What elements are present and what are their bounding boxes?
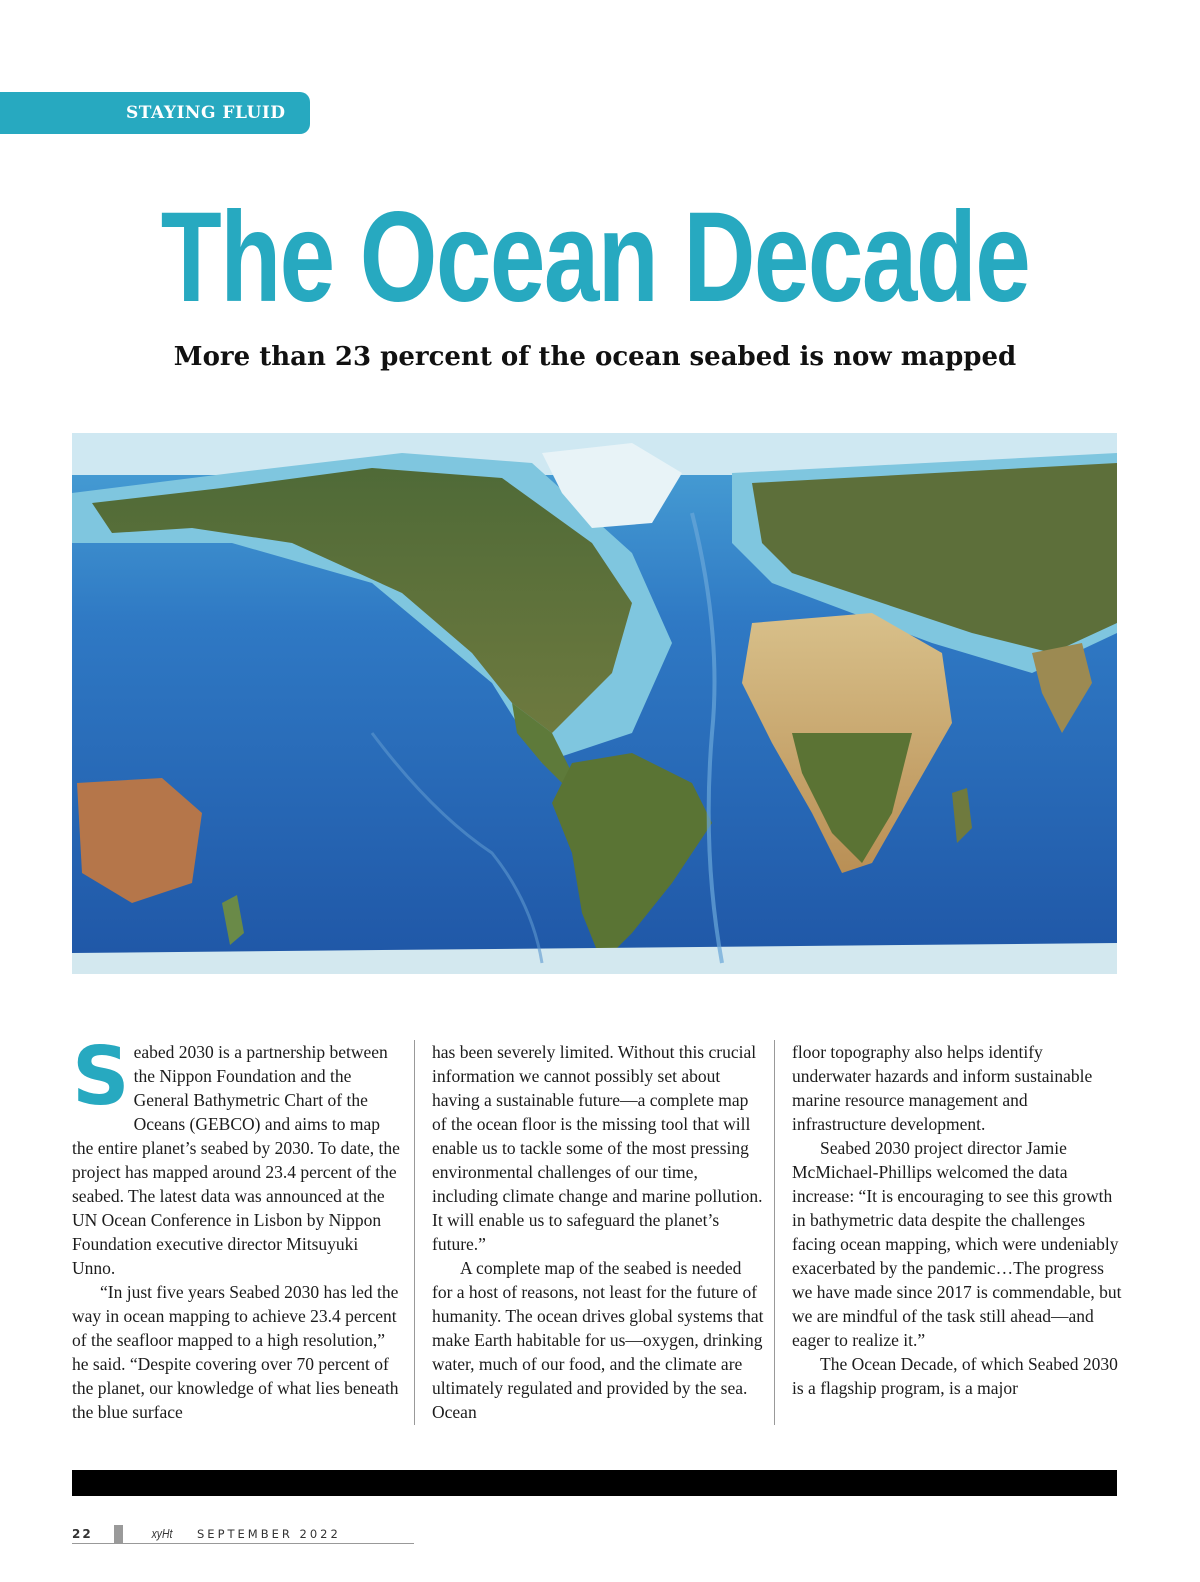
column-divider	[414, 1040, 415, 1425]
paragraph: The Ocean Decade, of which Seabed 2030 is a flagship program, is a major	[792, 1354, 1118, 1398]
paragraph: “In just five years Seabed 2030 has led the way in ocean mapping to achieve 23.4 percent of the seafloor mapped to a high resolution,” he said. “Despite covering over 70 percent of the planet, our knowledge of what lies beneath the blue surface	[72, 1282, 399, 1422]
section-label: STAYING FLUID	[0, 92, 310, 134]
folio-square-icon	[114, 1525, 123, 1543]
issue-date: SEPTEMBER 2022	[197, 1526, 341, 1541]
article-column-2	[432, 1040, 764, 1425]
footer-bar	[72, 1470, 1117, 1496]
paragraph: has been severely limited. Without this crucial information we cannot possibly set about having a sustainable future—a complete map of the ocean floor is the missing tool that will enable us to tackle some of the most pressing environmental challenges of our time, including climate change and marine pollution. It will enable us to safeguard the planet’s future.”	[432, 1042, 763, 1254]
column-divider	[774, 1040, 775, 1425]
article-title: The Ocean Decade	[160, 186, 1030, 329]
article-column-1	[72, 1030, 404, 1425]
paragraph: floor topography also helps identify underwater hazards and inform sustainable marine resource management and infrastructure development.	[792, 1042, 1093, 1134]
world-bathymetric-map	[72, 433, 1117, 974]
drop-cap: S	[72, 1030, 130, 1123]
article-subtitle: More than 23 percent of the ocean seabed is now mapped	[173, 342, 1017, 372]
paragraph: A complete map of the seabed is needed for a host of reasons, not least for the future of humanity. The ocean drives global systems that make Earth habitable for us—oxygen, drinking water, much of our food, and the climate are ultimately regulated and provided by the sea. Ocean	[432, 1258, 764, 1422]
page-number: 22	[72, 1526, 93, 1541]
publication-name: xyHt	[151, 1526, 173, 1541]
paragraph: Seabed 2030 project director Jamie McMichael-Phillips welcomed the data increase: “It is encouraging to see this growth in bathymetric data despite the challenges facing ocean mapping, which were undeniably exacerbated by the pandemic…The progress we have made since 2017 is commendable, but we are mindful of the task still ahead—and eager to realize it.”	[792, 1138, 1122, 1350]
article-column-3	[792, 1040, 1124, 1425]
page-folio	[72, 1524, 414, 1544]
article-body	[72, 1030, 1122, 1425]
paragraph: eabed 2030 is a partnership between the Nippon Foundation and the General Bathymetric Chart of the Oceans (GEBCO) and aims to map the entire planet’s seabed by 2030. To date, the project has mapped around 23.4 percent of the seabed. The latest data was announced at the UN Ocean Conference in Lisbon by Nippon Foundation executive director Mitsuyuki Unno.	[72, 1042, 400, 1278]
